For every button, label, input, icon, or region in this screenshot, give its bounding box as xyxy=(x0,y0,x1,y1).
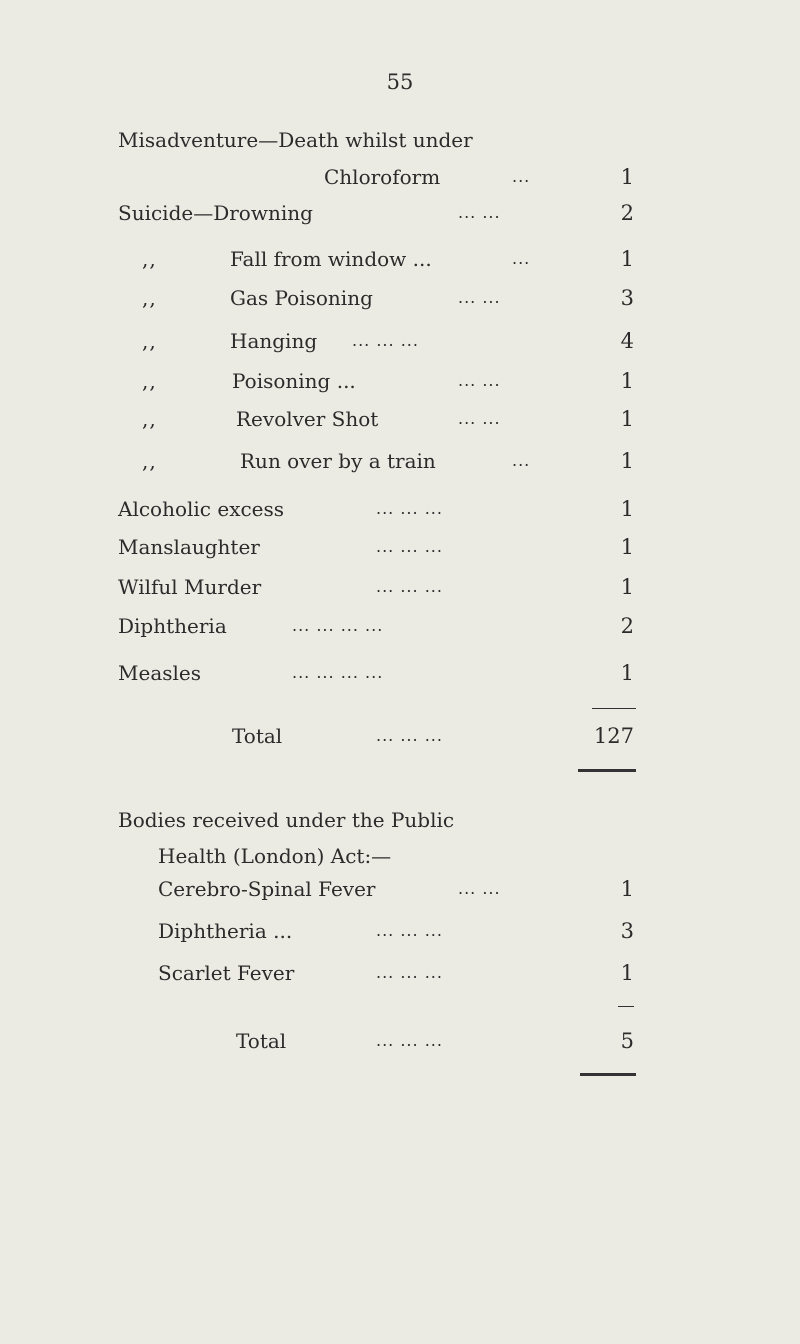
table-row xyxy=(0,876,800,902)
subtotal-rule xyxy=(618,1006,634,1007)
table-row xyxy=(0,448,800,474)
total-value: 127 xyxy=(593,724,634,748)
leader-dots: ... xyxy=(512,249,531,268)
leader-dots: ... ... ... xyxy=(376,537,443,556)
row-value: 1 xyxy=(620,535,634,559)
row-label: Poisoning ... xyxy=(232,369,356,393)
table-row xyxy=(0,613,800,639)
table-row xyxy=(0,328,800,354)
table-row xyxy=(0,534,800,560)
row-value: 1 xyxy=(620,165,634,189)
leader-dots: ... xyxy=(512,167,531,186)
ditto-mark: ,, xyxy=(142,369,157,393)
total-double-rule xyxy=(580,1073,636,1076)
table-row xyxy=(0,164,800,190)
leader-dots: ... ... ... xyxy=(376,1031,443,1050)
row-value: 1 xyxy=(620,407,634,431)
leader-dots: ... ... ... xyxy=(352,331,419,350)
row-label: Revolver Shot xyxy=(236,407,379,431)
row-label: Manslaughter xyxy=(118,535,260,559)
table-row xyxy=(0,574,800,600)
leader-dots: ... ... xyxy=(458,409,501,428)
leader-dots: ... ... xyxy=(458,288,501,307)
row-label: Run over by a train xyxy=(240,449,436,473)
row-label: Cerebro-Spinal Fever xyxy=(158,877,376,901)
row-label: Scarlet Fever xyxy=(158,961,295,985)
row-label: Suicide—Drowning xyxy=(118,201,313,225)
row-label: Fall from window ... xyxy=(230,247,432,271)
row-label: Diphtheria xyxy=(118,614,227,638)
total-row xyxy=(0,723,800,749)
row-label: Measles xyxy=(118,661,201,685)
leader-dots: ... ... ... xyxy=(376,963,443,982)
row-value: 1 xyxy=(620,247,634,271)
total-label: Total xyxy=(236,1029,287,1053)
subtotal-rule xyxy=(592,708,636,709)
row-value: 4 xyxy=(620,329,634,353)
leader-dots: ... ... ... xyxy=(376,921,443,940)
ditto-mark: ,, xyxy=(142,329,157,353)
section-heading-line1: Bodies received under the Public xyxy=(118,808,455,832)
ditto-mark: ,, xyxy=(142,286,157,310)
row-label: Hanging xyxy=(230,329,318,353)
table-row xyxy=(0,285,800,311)
row-value: 2 xyxy=(620,614,634,638)
leader-dots: ... ... xyxy=(458,371,501,390)
table-row xyxy=(0,246,800,272)
row-value: 1 xyxy=(620,575,634,599)
leader-dots: ... ... xyxy=(458,203,501,222)
total-double-rule xyxy=(578,769,636,772)
table-row xyxy=(0,960,800,986)
leader-dots: ... ... xyxy=(458,879,501,898)
row-value: 1 xyxy=(620,877,634,901)
table-row xyxy=(0,496,800,522)
leader-dots: ... ... ... xyxy=(376,726,443,745)
table-row xyxy=(0,660,800,686)
leader-dots: ... ... ... xyxy=(376,499,443,518)
row-label: Gas Poisoning xyxy=(230,286,373,310)
leader-dots: ... ... ... ... xyxy=(292,616,384,635)
ditto-mark: ,, xyxy=(142,407,157,431)
section-heading-line2: Health (London) Act:— xyxy=(158,844,392,868)
row-value: 1 xyxy=(620,449,634,473)
table-row xyxy=(0,200,800,226)
row-value: 2 xyxy=(620,201,634,225)
row-value: 1 xyxy=(620,661,634,685)
row-label: Diphtheria ... xyxy=(158,919,293,943)
total-label: Total xyxy=(232,724,283,748)
row-value: 1 xyxy=(620,961,634,985)
row-value: 1 xyxy=(620,497,634,521)
row-label-misadventure: Misadventure—Death whilst under xyxy=(118,128,473,152)
row-label: Wilful Murder xyxy=(118,575,262,599)
table-row xyxy=(0,368,800,394)
leader-dots: ... ... ... ... xyxy=(292,663,384,682)
row-value: 3 xyxy=(620,919,634,943)
leader-dots: ... xyxy=(512,451,531,470)
row-value: 3 xyxy=(620,286,634,310)
row-label: Alcoholic excess xyxy=(118,497,285,521)
table-row xyxy=(0,406,800,432)
ditto-mark: ,, xyxy=(142,247,157,271)
leader-dots: ... ... ... xyxy=(376,577,443,596)
ditto-mark: ,, xyxy=(142,449,157,473)
total-row xyxy=(0,1028,800,1054)
total-value: 5 xyxy=(620,1029,634,1053)
table-row xyxy=(0,918,800,944)
row-label: Chloroform xyxy=(324,165,441,189)
row-value: 1 xyxy=(620,369,634,393)
page-number: 55 xyxy=(386,70,414,94)
